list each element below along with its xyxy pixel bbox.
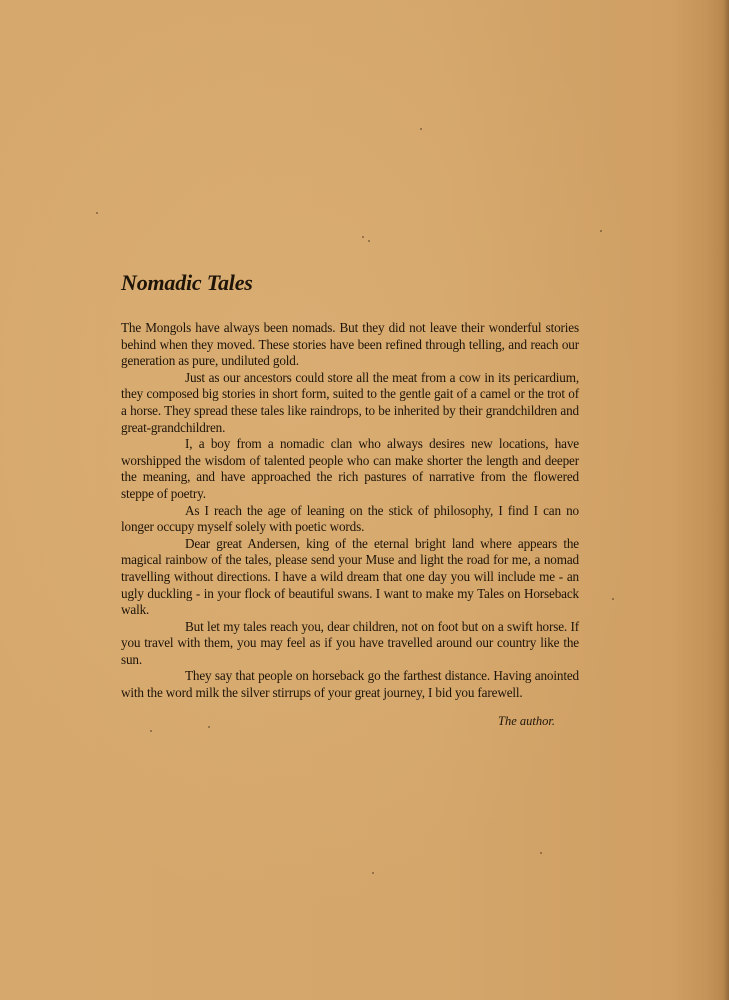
author-signature: The author. — [498, 713, 555, 728]
paper-speck — [420, 128, 422, 130]
paragraph: As I reach the age of leaning on the stick of philosophy, I find I can no longer occupy myself solely with poetic words. — [121, 502, 579, 535]
paper-speck — [612, 598, 614, 600]
page-edge-shadow — [723, 0, 729, 1000]
paragraph: Just as our ancestors could store all the meat from a cow in its pericardium, they composed big stories in short form, suited to the gentle gait of a camel or the trot of a horse. They spread these tales like raindrops, to be inherited by their grandchildren and great-grandchildren. — [121, 369, 579, 435]
paper-speck — [368, 240, 370, 242]
paragraph: The Mongols have always been nomads. But they did not leave their wonderful stories behind when they moved. These stories have been refined through telling, and reach our generation as pure, undiluted gold. — [121, 320, 579, 369]
paper-speck — [372, 872, 374, 874]
paper-speck — [600, 230, 602, 232]
paragraph: I, a boy from a nomadic clan who always desires new locations, have worshipped the wisdom of talented people who can make shorter the length and deeper the meaning, and have approached the rich pastures of narrative from the flowered steppe of poetry. — [121, 436, 579, 501]
paper-speck — [540, 852, 542, 854]
paragraph: Dear great Andersen, king of the eternal bright land where appears the magical rainbow of the tales, please send your Muse and light the road for me, a nomad travelling without directions. I have a wild dream that one day you will include me - an ugly duckling - in your flock of beautiful swans. I want to make my Tales on Horseback walk. — [121, 535, 579, 618]
document-body — [121, 268, 579, 729]
paragraph: They say that people on horseback go the farthest distance. Having anointed with the word milk the silver stirrups of your great journey, I bid you farewell. — [121, 668, 579, 701]
paragraph: But let my tales reach you, dear children, not on foot but on a swift horse. If you travel with them, you may feel as if you have travelled around our country like the sun. — [121, 618, 579, 667]
paper-speck — [362, 236, 364, 238]
paper-speck — [150, 730, 152, 732]
document-title: Nomadic Tales — [121, 270, 253, 295]
paper-speck — [96, 212, 98, 214]
